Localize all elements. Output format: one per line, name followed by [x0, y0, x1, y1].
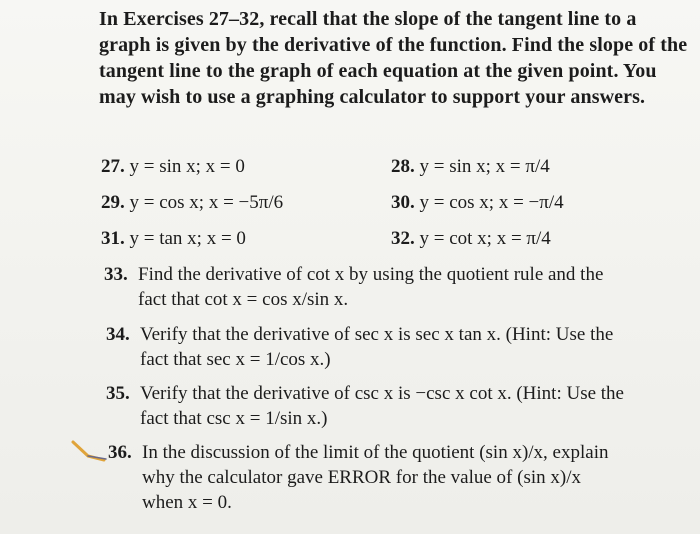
- exercise-line-3: when x = 0.: [142, 492, 232, 513]
- exercise-number: 35.: [106, 383, 130, 404]
- exercise-33: [104, 262, 694, 312]
- exercise-number: 27.: [101, 156, 125, 177]
- exercise-number: 32.: [391, 228, 415, 249]
- check-mark-icon: [70, 438, 110, 464]
- exercise-number: 33.: [104, 264, 128, 285]
- exercise-number: 29.: [101, 192, 125, 213]
- exercise-30: [391, 192, 564, 214]
- exercise-36: [108, 440, 694, 515]
- exercise-29: [101, 192, 283, 214]
- exercise-text: y = cos x; x = −5π/6: [129, 192, 284, 213]
- exercise-line-1: Find the derivative of cot x by using the quotient rule and the: [138, 264, 604, 285]
- exercise-line-1: Verify that the derivative of sec x is sec x tan x. (Hint: Use the: [140, 324, 614, 345]
- exercise-32: [391, 228, 551, 250]
- exercise-instructions: In Exercises 27–32, recall that the slope of the tangent line to a graph is given by the derivative of the function. Find the slope of the tangent line to the graph of each equation at the given point. You may wish to use a graphing calculator to support your answers.: [99, 8, 688, 108]
- exercise-text: y = cos x; x = −π/4: [419, 192, 564, 213]
- exercise-28: [391, 156, 550, 178]
- exercise-line-1: Verify that the derivative of csc x is −csc x cot x. (Hint: Use the: [140, 383, 624, 404]
- exercise-line-2: fact that cot x = cos x/sin x.: [138, 289, 349, 310]
- exercise-text: y = cot x; x = π/4: [419, 228, 551, 249]
- exercise-number: 36.: [108, 442, 132, 463]
- exercise-35: [106, 381, 694, 431]
- exercise-number: 31.: [101, 228, 125, 249]
- exercise-text: y = sin x; x = 0: [129, 156, 245, 177]
- exercise-text: y = tan x; x = 0: [129, 228, 246, 249]
- exercise-line-2: fact that sec x = 1/cos x.): [140, 349, 331, 370]
- exercise-number: 28.: [391, 156, 415, 177]
- exercise-31: [101, 228, 246, 250]
- exercise-number: 34.: [106, 324, 130, 345]
- exercise-text: y = sin x; x = π/4: [419, 156, 550, 177]
- exercise-line-2: why the calculator gave ERROR for the value of (sin x)/x: [142, 467, 581, 488]
- exercise-34: [106, 322, 694, 372]
- exercise-27: [101, 156, 245, 178]
- exercise-line-2: fact that csc x = 1/sin x.): [140, 408, 328, 429]
- exercise-number: 30.: [391, 192, 415, 213]
- exercise-line-1: In the discussion of the limit of the quotient (sin x)/x, explain: [142, 442, 609, 463]
